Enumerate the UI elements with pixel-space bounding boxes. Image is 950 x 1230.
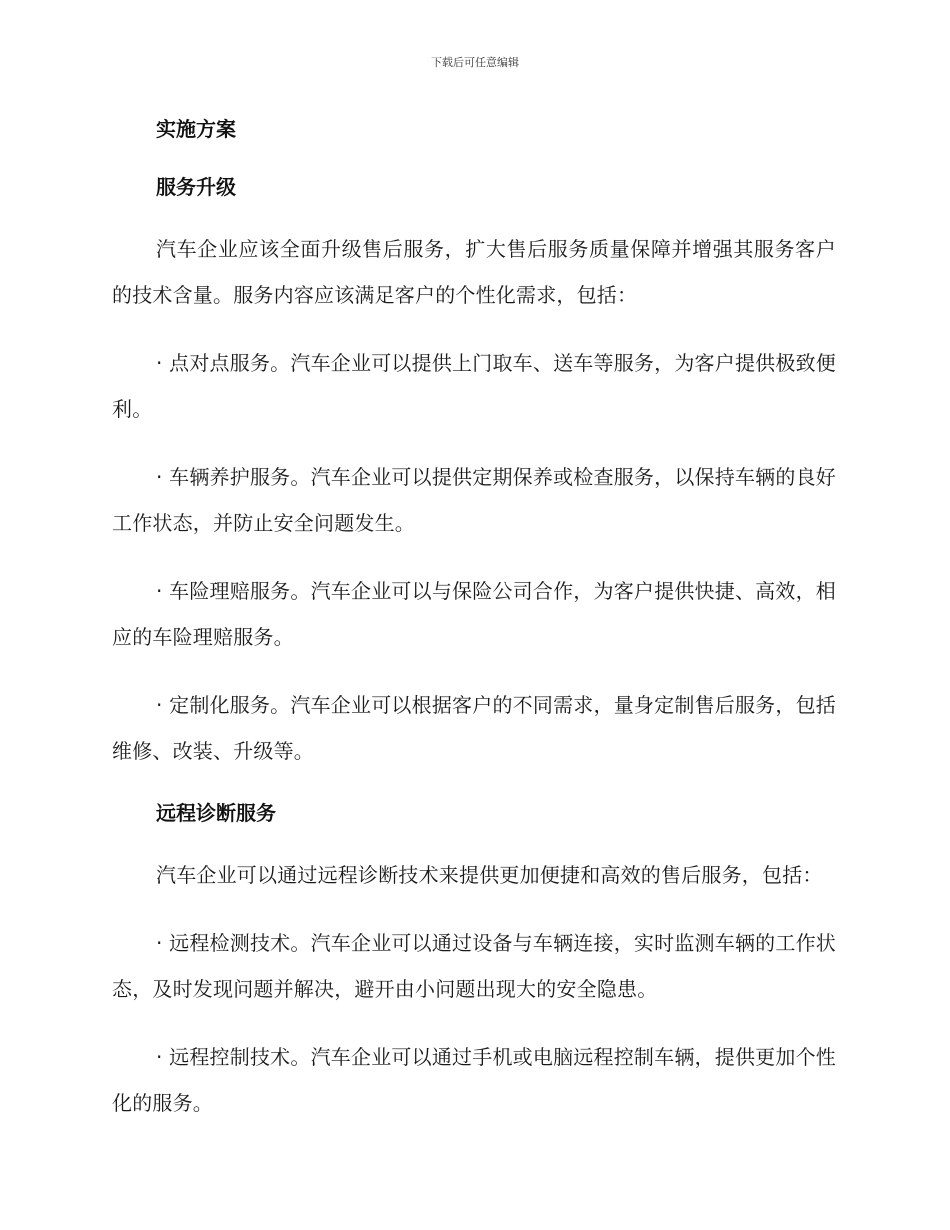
section-heading-remote-diagnosis: 远程诊断服务 (156, 801, 276, 825)
list-item: · 远程检测技术。汽车企业可以通过设备与车辆连接，实时监测车辆的工作状态，及时发现问题并解决，避开由小问题出现大的安全隐患。 (112, 931, 836, 1001)
list-item: · 点对点服务。汽车企业可以提供上门取车、送车等服务，为客户提供极致便利。 (112, 351, 836, 421)
section-heading-service-upgrade: 服务升级 (156, 175, 236, 199)
list-item: · 车辆养护服务。汽车企业可以提供定期保养或检查服务，以保持车辆的良好工作状态，并防止安全问题发生。 (112, 465, 836, 535)
section-intro-service-upgrade: 汽车企业应该全面升级售后服务，扩大售后服务质量保障并增强其服务客户的技术含量。服务内容应该满足客户的个性化需求，包括： (112, 237, 836, 307)
section-intro-remote-diagnosis: 汽车企业可以通过远程诊断技术来提供更加便捷和高效的售后服务，包括： (156, 863, 823, 887)
list-item: · 车险理赔服务。汽车企业可以与保险公司合作，为客户提供快捷、高效，相应的车险理赔服务。 (112, 579, 836, 649)
list-item: · 远程控制技术。汽车企业可以通过手机或电脑远程控制车辆，提供更加个性化的服务。 (112, 1045, 836, 1115)
document-body (112, 112, 836, 1148)
page-header-note: 下载后可任意编辑 (431, 56, 519, 69)
list-item: · 定制化服务。汽车企业可以根据客户的不同需求，量身定制售后服务，包括维修、改装、升级等。 (112, 693, 836, 763)
document-title: 实施方案 (156, 117, 236, 141)
